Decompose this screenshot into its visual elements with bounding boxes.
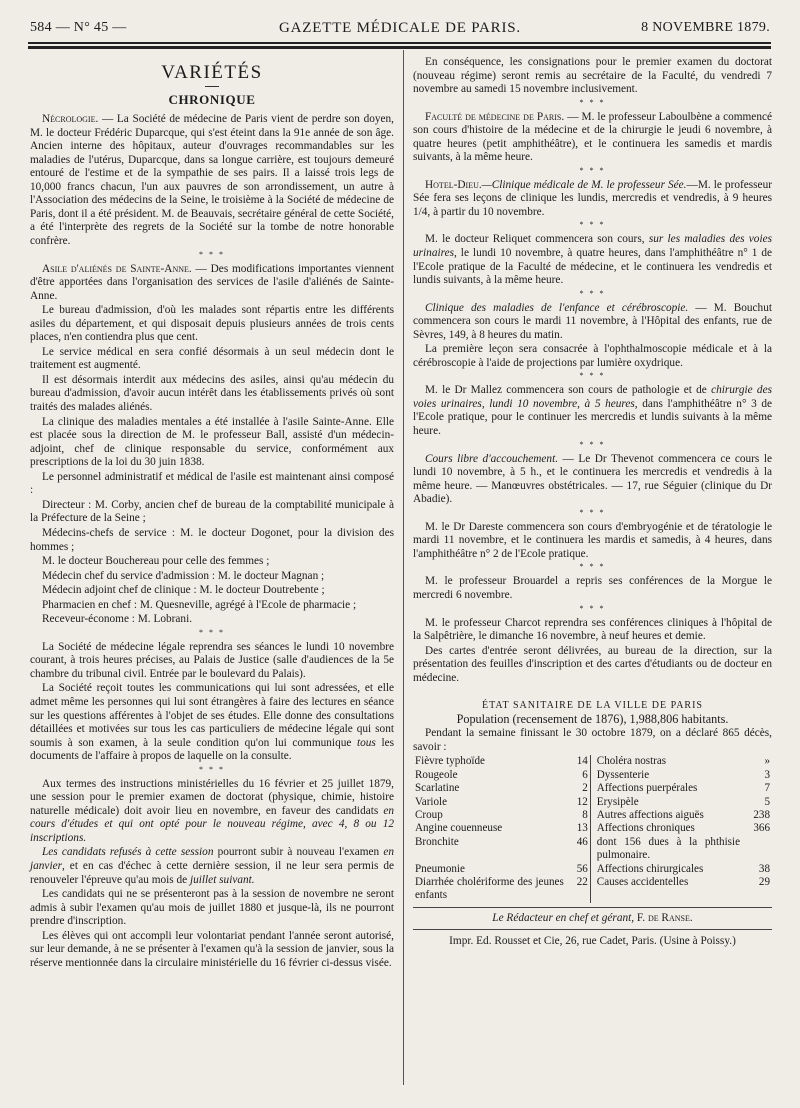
- staff-item: Médecin adjoint chef de clinique : M. le docteur Doutrebente ;: [42, 584, 325, 597]
- cause-label: Rougeole: [415, 768, 458, 781]
- cause-count: 46: [566, 836, 591, 863]
- etat-sanitaire-title: ÉTAT SANITAIRE DE LA VILLE DE PARIS: [482, 700, 703, 712]
- mortality-table: [413, 755, 772, 902]
- cause-count: 7: [764, 782, 770, 795]
- title-rule: [205, 86, 219, 87]
- cause-label: Dyssenterie: [596, 768, 650, 781]
- column-divider: [403, 50, 404, 1085]
- separator-stars: * * *: [579, 97, 606, 107]
- separator-stars: * * *: [199, 627, 225, 637]
- asile-heading: Asile d'aliénés de Sainte-Anne.: [42, 262, 192, 275]
- section-title: VARIÉTÉS: [161, 62, 263, 83]
- paragraph-cartes: Des cartes d'entrée seront délivrées, au bureau de la direction, sur la présentation des feuilles d'inscription et des cartes d'étudiants ou de docteur en médecine.: [413, 644, 772, 684]
- paragraph-semaine: Pendant la semaine finissant le 30 octobre 1879, on a déclaré 865 décès, savoir :: [413, 727, 772, 753]
- section-subtitle: CHRONIQUE: [168, 91, 256, 107]
- cause-label: Scarlatine: [415, 782, 460, 795]
- paragraph-clinique: La clinique des maladies mentales a été installée à l'asile Sainte-Anne. Elle est placée sous la direction de M. le professeur Ball, assisté d'un médecin-adjoint, chef de clinique responsable du service, conformément aux prescriptions de la loi du 30 juin 1838.: [30, 415, 394, 469]
- mortality-table-body: [413, 755, 772, 902]
- cause-count: »: [764, 755, 770, 768]
- text-run: le lundi 10 novembre, à quatre heures, dans l'amphithéâtre n° 1 de l'Ecole pratique de la Faculté de médecine, et le continuera les vendredis et lundis suivants, à la même heure.: [413, 247, 772, 287]
- cause-label: Autres affections aiguës: [596, 809, 704, 822]
- mortality-row: [413, 755, 772, 768]
- paragraph-service: Le service médical en sera confié désormais à un seul médecin dont le traitement est augmenté.: [30, 345, 394, 372]
- cause-label: Causes accidentelles: [596, 876, 689, 889]
- separator-stars: * * *: [199, 764, 225, 774]
- staff-item: Médecins-chefs de service : M. le docteur Dogonet, pour la division des hommes ;: [30, 526, 394, 553]
- asile-text: — Des modifications importantes viennent d'être apportées dans l'organisation des services de l'asile d'aliénés de Sainte-Anne.: [30, 262, 394, 302]
- printer-line: Impr. Ed. Rousset et Cie, 26, rue Cadet, Paris. (Usine à Poissy.): [413, 929, 772, 949]
- cause-count: 2: [566, 782, 591, 795]
- staff-item: M. le docteur Bouchereau pour celle des femmes ;: [42, 555, 270, 568]
- paragraph-dareste: M. le Dr Dareste commencera son cours d'embryogénie et de tératologie le mardi 11 novembre, et le continuera les mardis et samedis, à 4 heures, dans l'amphithéâtre n° 2 de l'Ecole pratique.: [413, 520, 772, 560]
- separator-stars: * * *: [579, 165, 606, 175]
- separator-stars: * * *: [579, 439, 606, 449]
- text-run: pourront subir à nouveau l'examen: [213, 846, 384, 859]
- staff-item: Receveur-économe : M. Lobrani.: [42, 613, 193, 626]
- text-run-italic: —Clinique médicale de M. le professeur Sée.: [481, 178, 687, 191]
- mortality-row: [413, 863, 772, 876]
- paragraph-accouchement: [413, 453, 772, 507]
- right-column: [413, 56, 772, 949]
- staff-item: Directeur : M. Corby, ancien chef de bureau de la comptabilité municipale à la Préfecture de la Seine ;: [30, 498, 394, 525]
- mortality-row: [413, 822, 772, 835]
- text-run-italic: chirurgie des voies urinaires, lundi 10 novembre, à 5 heures,: [413, 384, 772, 410]
- mortality-row: [413, 836, 772, 863]
- header-rule: [28, 42, 771, 44]
- text-run-italic: Les candidats refusés à cette session: [42, 846, 214, 859]
- masthead-title: GAZETTE MÉDICALE DE PARIS.: [279, 20, 521, 36]
- staff-item: Médecin chef du service d'admission : M. le docteur Magnan ;: [42, 569, 325, 582]
- signature-title: Le Rédacteur en chef et gérant,: [492, 911, 635, 924]
- paragraph-candidats: Les candidats qui ne se présenteront pas à la session de novembre ne seront admis à subir l'examen qu'au mois de juillet 1880 et jusque-là, ils ne pourront prendre d'inscription.: [30, 888, 394, 928]
- separator-stars: * * *: [579, 220, 606, 230]
- asile-paragraph: [30, 263, 394, 304]
- cause-count: 6: [566, 769, 591, 782]
- separator-stars: * * *: [579, 603, 606, 613]
- paragraph-interdit: Il est désormais interdit aux médecins des asiles, ainsi qu'au médecin du bureau d'admission, d'avoir aucun intérêt dans les établissements privés où sont traités des malades aliénés.: [30, 373, 394, 414]
- cause-label: Pneumonie: [415, 862, 465, 875]
- mortality-row: [413, 796, 772, 809]
- cause-count: 13: [566, 822, 591, 835]
- hotel-dieu-heading: Hotel-Dieu.: [425, 178, 482, 191]
- cause-count: 12: [566, 796, 591, 809]
- paragraph-consignations: En conséquence, les consignations pour le premier examen du doctorat (nouveau régime) seront remis au secrétaire de la Faculté, du vendredi 7 novembre au samedi 15 novembre inclusivement.: [413, 56, 772, 96]
- text-run-italic: tous: [357, 736, 376, 749]
- separator-stars: * * *: [199, 249, 225, 259]
- text-run: les documents de l'affaire à propos de laquelle on la consulte.: [30, 736, 395, 763]
- mortality-row: [413, 809, 772, 822]
- paragraph-bureau: Le bureau d'admission, d'où les malades sont répartis entre les différents asiles du département, et qui disposait depuis plusieurs années de trois cents places, n'en contiendra plus que cent.: [30, 304, 394, 344]
- paragraph-instructions: [30, 778, 394, 846]
- cause-label: Choléra nostras: [596, 755, 667, 768]
- text-run-italic: Clinique des maladies de l'enfance et cérébroscopie.: [425, 301, 689, 314]
- paragraph-refuses: [30, 846, 394, 887]
- separator-stars: * * *: [579, 507, 606, 517]
- issue-date: 8 NOVEMBRE 1879.: [641, 20, 770, 35]
- text-run: La Société reçoit toutes les communications qui lui sont adressées, et elle admet même les personnes qui lui sont étrangères à faire des lectures en séance sur les questions afférentes à l'objet de ses études. Elle donne des consultations détaillées et motivées sur tous les cas particuliers de médecine légale qui sont soumis à son examen, à la seule condition qu'on lui communique: [30, 682, 394, 749]
- separator-stars: * * *: [579, 288, 606, 298]
- cause-count: 14: [566, 755, 591, 768]
- text-run: — M. Bouchut commencera son cours le mardi 11 novembre, à l'Hôpital des enfants, rue de Sèvres, 149, à 8 heures du matin.: [413, 301, 772, 341]
- text-run: , et en cas d'échec à cette dernière session, il ne leur sera permis de renouveler l'épreuve qu'au mois de: [30, 859, 394, 886]
- paragraph-lecon: La première leçon sera consacrée à l'ophthalmoscopie médicale et à la cérébroscopie à l'aide de projections par lumière oxydrique.: [413, 343, 772, 369]
- mortality-row: [413, 876, 772, 903]
- signature-line: [413, 907, 772, 926]
- cause-count: 366: [753, 822, 770, 835]
- cause-label: Erysipèle: [596, 795, 639, 808]
- paragraph-brouardel: M. le professeur Brouardel a repris ses conférences de la Morgue le mercredi 6 novembre.: [413, 575, 772, 601]
- text-run: M. le docteur Reliquet commencera son cours,: [425, 233, 649, 246]
- necrologie-heading: Nécrologie.: [42, 113, 99, 126]
- paragraph-charcot: M. le professeur Charcot reprendra ses conférences cliniques à l'hôpital de la Salpêtrière, le dimanche 16 novembre, à neuf heures et demie.: [413, 616, 772, 643]
- page-number: 584 — N° 45 —: [30, 20, 127, 35]
- cause-count: 5: [764, 795, 770, 808]
- population-line: Population (recensement de 1876), 1,988,806 habitants.: [456, 711, 729, 726]
- text-run: Aux termes des instructions ministérielles du 16 février et 25 juillet 1879, une session pour le premier examen de doctorat (physique, chimie, histoire naturelle médicale) doit avoir lieu en novembre, en faveur des candidats: [30, 777, 394, 817]
- cause-count: [742, 836, 772, 863]
- cause-count: 29: [758, 876, 770, 889]
- cause-label: Variole: [415, 795, 448, 808]
- paragraph-reliquet: [413, 233, 772, 287]
- mortality-row: [413, 782, 772, 795]
- paragraph-personnel: Le personnel administratif et médical de l'asile est maintenant ainsi composé :: [30, 470, 394, 497]
- paragraph-mallez: [413, 384, 772, 438]
- mortality-row: [413, 769, 772, 782]
- text-run: dans l'amphithéâtre n° 3 de l'Ecole pratique, pour le continuer les mercredis et lundis suivants à la même heure.: [413, 397, 772, 438]
- cause-count: 8: [566, 809, 591, 822]
- text-run-italic: juillet suivant.: [189, 873, 255, 886]
- cause-label: Affections puerpérales: [596, 782, 698, 795]
- text-run-italic: Cours libre d'accouchement.: [425, 452, 559, 465]
- paragraph-medecine-legale: La Société de médecine légale reprendra ses séances le lundi 10 novembre courant, à trois heures précises, au Palais de Justice (salle d'audiences de la 5e chambre du tribunal civil. Entrée par le boulevard du Palais).: [30, 640, 394, 680]
- cause-count: 3: [764, 768, 770, 781]
- cause-label: Angine couenneuse: [415, 822, 503, 835]
- paragraph-communications: [30, 682, 394, 763]
- text-run: — Le Dr Thevenot commencera ce cours le lundi 10 novembre, à 5 h., et le continuera les mercredis et vendredis à la même heure. — Manœuvres obstétricales. — 17, rue Séguier (clinique du Dr Abadie).: [413, 452, 772, 506]
- paragraph-enfance: [413, 302, 772, 343]
- text-run-italic: en cours d'études et qui ont opté pour le nouveau régime, avec 4, 8 ou 12 inscriptions.: [30, 804, 394, 844]
- cause-label: Croup: [415, 809, 443, 822]
- cause-label: Affections chroniques: [596, 822, 695, 835]
- cause-count: 38: [758, 862, 770, 875]
- text-run: — M. le professeur Laboulbène a commencé son cours d'histoire de la médecine et de la chirurgie le jeudi 6 novembre, à quatre heures (petit amphithéâtre), et le continuera les samedis et mardis suivants, à la même heure.: [413, 110, 772, 164]
- text-run-italic: sur les maladies des voies urinaires,: [413, 233, 772, 260]
- cause-label: dont 156 dues à la phthisie pulmonaire.: [596, 835, 740, 862]
- cause-count: 56: [566, 863, 591, 876]
- header-rule-thick: [28, 46, 771, 49]
- signature-name: F. de Ranse.: [634, 911, 693, 924]
- cause-label: Bronchite: [415, 835, 459, 848]
- staff-item: Pharmacien en chef : M. Quesneville, agrégé à l'Ecole de pharmacie ;: [42, 598, 357, 611]
- cause-count: 22: [566, 876, 591, 903]
- text-run-italic: en janvier: [30, 846, 395, 872]
- faculte-heading: Faculté de médecine de Paris.: [425, 110, 565, 123]
- cause-label: Fièvre typhoïde: [415, 755, 485, 768]
- text-run: —M. le professeur Sée fera ses leçons de clinique les lundis, mercredis et vendredis, à 9 heures 1/4, à partir du 10 novembre.: [413, 178, 772, 218]
- separator-stars: * * *: [579, 371, 606, 381]
- paragraph-eleves: Les élèves qui ont accompli leur volontariat pendant l'année seront autorisé, sur leur demande, à ne se présenter à l'examen qu'à la session de janvier, sous la réserve mentionnée dans la circulaire ministérielle du 16 février ci-dessus visée.: [30, 929, 394, 969]
- paragraph-faculte: [413, 111, 772, 165]
- left-column: [30, 56, 394, 971]
- necrologie-text: — La Société de médecine de Paris vient de perdre son doyen, M. le docteur Frédéric Duparcque, qui s'est éteint dans la 91e année de son âge. Ancien interne des hôpitaux, auteur d'ouvrages recommandables sur les maladies de l'utérus, Duparcque, dans sa longue carrière, est toujours demeuré entouré de l'estime et de la sympathie de ses pairs. Il a laissé trois legs de 10,000 francs chacun, l'un aux pauvres de son arrondissement, un autre à l'Association des médecins de la Seine, le troisième à la Société de médecine de Paris, dont il a été président. M. de Beauvais, secrétaire général de cette Société, a été l'interprète des regrets de la Société sur la tombe de notre honorable confrère.: [30, 113, 394, 248]
- separator-stars: * * *: [579, 562, 606, 572]
- paragraph-hotel-dieu: [413, 179, 772, 220]
- text-run: M. le Dr Mallez commencera son cours de pathologie et de: [425, 384, 712, 397]
- cause-label: Diarrhée cholériforme des jeunes enfants: [415, 876, 564, 902]
- necrologie-paragraph: [30, 113, 394, 248]
- cause-count: 238: [753, 809, 770, 822]
- cause-label: Affections chirurgicales: [596, 862, 704, 875]
